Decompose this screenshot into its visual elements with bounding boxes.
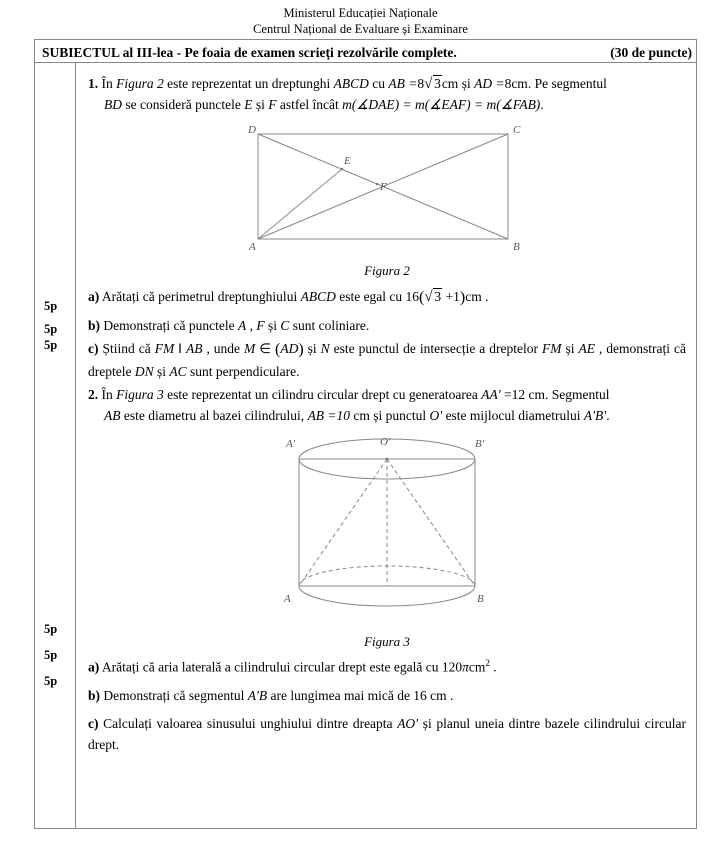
p1-rect-label: ABCD	[333, 76, 369, 91]
p1-pt-e: E	[244, 96, 253, 112]
figure-3-svg	[222, 431, 552, 623]
p1-ab-eq: AB =	[388, 76, 418, 91]
p2-text-c: . Segmentul	[544, 387, 610, 403]
fig2-label-E: E	[344, 154, 351, 167]
p1-ab-coef: 8	[417, 76, 425, 91]
fig3-label-Bp: B'	[475, 438, 485, 451]
p1c-label: c)	[88, 340, 99, 356]
p2-figure-ref: Figura 3	[116, 387, 164, 403]
points-1c: 5p	[44, 338, 58, 352]
p2c-label: c)	[88, 715, 99, 731]
p2-text-b: este reprezentat un cilindru circular drept cu generatoarea	[163, 387, 482, 403]
points-2a: 5p	[44, 622, 58, 636]
header-line-2: Centrul Național de Evaluare și Examinare	[253, 21, 468, 36]
p1-text-a: În	[101, 76, 117, 91]
p2-line-2	[104, 406, 686, 427]
points-column-divider	[75, 62, 76, 829]
p1-ad-val: 8	[504, 76, 512, 91]
problem-1b: b) Demonstrați că punctele A , F și C sunt coliniare.	[88, 317, 370, 333]
p1-ad-eq: AD =	[474, 76, 505, 91]
points-1a: 5p	[44, 299, 58, 313]
p2-o-point: O'	[429, 408, 443, 424]
p1-ab-sqrt	[424, 74, 442, 95]
p1-text-c: cu	[368, 76, 389, 91]
figure-2-caption: Figura 2	[364, 262, 410, 278]
p2a-label: a)	[88, 659, 100, 675]
p1-angles: m(∡DAE) = m(∡EAF) = m(∡FAB)	[342, 96, 541, 112]
exam-content	[88, 70, 686, 755]
fig3-label-Ap: A'	[286, 438, 296, 451]
problem-2-statement	[88, 385, 686, 427]
p1-text-e: . Pe segmentul	[527, 76, 607, 91]
p2-aa: AA'	[481, 387, 501, 403]
p1-text-f: se consideră punctele	[122, 96, 245, 112]
p1-text-h: astfel încât	[276, 96, 343, 112]
p2-text-a: În	[101, 387, 117, 403]
p1-text-d: și	[458, 76, 475, 91]
problem-1-number: 1.	[88, 76, 99, 91]
figure-2-svg	[222, 122, 552, 252]
fig2-label-A: A	[249, 240, 256, 252]
figure-3-caption: Figura 3	[364, 634, 410, 650]
p2-ab: AB	[104, 408, 121, 424]
problem-1c: c) Știind că FM ‖ AB , unde M ∈ (AD) și N este punctul de intersecție a dreptelor FM și AE , demonstrați că dreptele DN și AC sunt perpendiculare.	[88, 340, 687, 380]
p1a-label: a)	[88, 288, 100, 304]
header-line-1: Ministerul Educației Naționale	[283, 6, 438, 20]
points-2c: 5p	[44, 674, 58, 688]
p2-text-e: cm și punctul	[350, 408, 430, 424]
p1-figure-ref: Figura 2	[116, 76, 164, 91]
p1-line-2	[104, 95, 686, 116]
figure-2	[88, 122, 686, 281]
p2-aa-val: =12 cm	[500, 387, 545, 403]
points-2b: 5p	[44, 648, 58, 662]
p2-ab-val: AB =10	[307, 408, 351, 424]
p2b-label: b)	[88, 687, 101, 703]
points-1b: 5p	[44, 322, 58, 336]
p1-ad-unit: cm	[511, 76, 528, 91]
problem-2-number: 2.	[88, 387, 99, 403]
p1-text-end: .	[540, 96, 544, 112]
p1-bd: BD	[104, 96, 122, 112]
subject-points: (30 de puncte)	[610, 45, 692, 60]
subject-title: SUBIECTUL al III-lea - Pe foaia de examen scrieți rezolvările complete.	[42, 45, 457, 60]
problem-2a: a) Arătați că aria laterală a cilindrului circular drept este egală cu 120πcm$^2$ .	[88, 658, 497, 675]
p1-text-b: este reprezentat un dreptunghi	[163, 76, 334, 91]
fig3-label-A: A	[284, 593, 291, 606]
p2-text-d: este diametru al bazei cilindrului,	[120, 408, 308, 424]
subject-header	[42, 45, 692, 61]
problem-2c: c) Calculați valoarea sinusului unghiului dintre dreapta AO' și planul uneia dintre bazele cilindrului circular drept.	[88, 715, 686, 752]
p2-text-end: .	[606, 408, 610, 424]
p1-ab-rad: 3	[434, 76, 441, 91]
fig3-label-Op: O'	[380, 436, 391, 449]
problem-2b: b) Demonstrați că segmentul A'B are lungimea mai mică de 16 cm .	[88, 687, 454, 703]
problem-1-statement	[88, 74, 686, 116]
p1-text-g: și	[252, 96, 269, 112]
p1-ab-unit: cm	[441, 76, 459, 91]
p1-pt-f: F	[268, 96, 277, 112]
fig2-label-F: F	[380, 180, 387, 193]
fig2-label-D: D	[248, 123, 256, 136]
p2-ab-prime: A'B'	[583, 408, 607, 424]
problem-1a: a) Arătați că perimetrul dreptunghiului ABCD este egal cu 16( √ 3 +1)cm .	[88, 286, 686, 311]
fig2-label-B: B	[513, 240, 520, 252]
fig3-label-B: B	[477, 593, 484, 606]
figure-3	[88, 431, 686, 652]
p2-text-f: este mijlocul diametrului	[442, 408, 584, 424]
p1b-label: b)	[88, 317, 101, 333]
subject-divider	[34, 62, 697, 63]
document-header	[0, 0, 721, 37]
fig2-label-C: C	[513, 123, 521, 136]
